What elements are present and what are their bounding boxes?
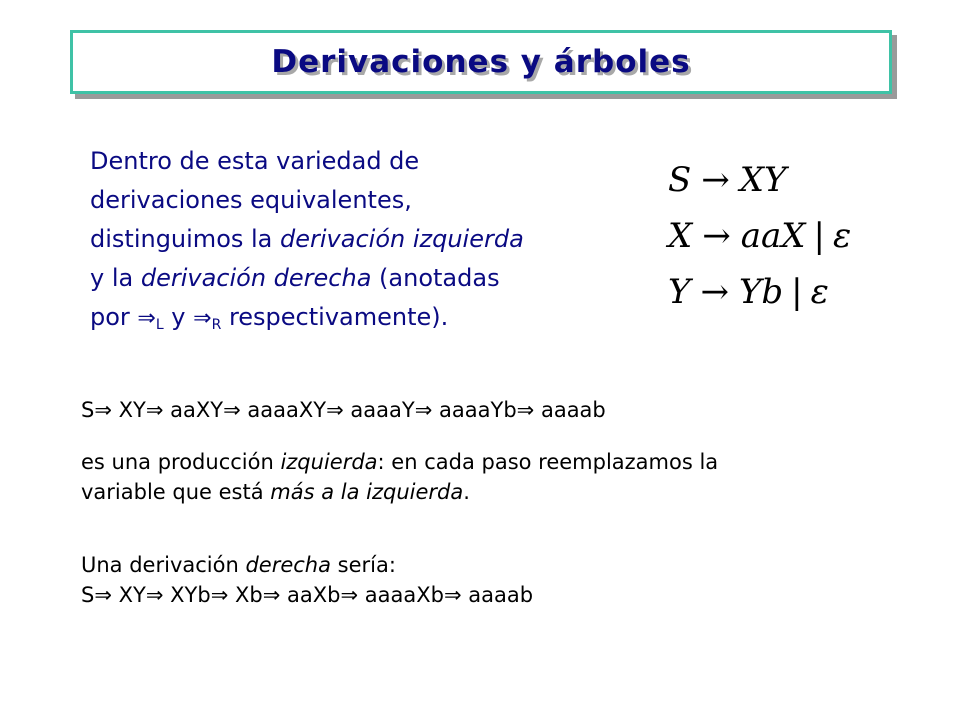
right-intro-text: Una derivación	[81, 553, 246, 577]
intro-line-2: derivaciones equivalentes,	[90, 186, 412, 214]
intro-text: (anotadas	[371, 264, 500, 292]
rule-rhs: aaX	[740, 216, 806, 256]
explanation-line-1	[81, 447, 911, 477]
arrow-icon: →	[700, 272, 729, 312]
explanation-line-2	[81, 477, 911, 507]
derivation-step: Xb	[235, 583, 263, 607]
arrow-icon: →	[702, 216, 731, 256]
explanation-text: .	[463, 480, 470, 504]
subscript-r: R	[211, 317, 222, 333]
slide-title: Derivaciones y árboles	[271, 44, 691, 80]
rule-lhs: Y	[668, 272, 691, 312]
explanation-text: : en cada paso reemplazamos la	[377, 450, 719, 474]
intro-line-1: Dentro de esta variedad de	[90, 147, 420, 175]
implies-symbol: ⇒	[193, 306, 212, 331]
right-intro-text: sería:	[330, 553, 396, 577]
right-derivation-section	[81, 550, 911, 610]
implies-icon: ⇒	[145, 583, 164, 607]
left-derivation-chain	[81, 395, 911, 425]
implies-icon: ⇒	[340, 583, 359, 607]
intro-paragraph	[90, 142, 630, 345]
explanation-text: es una producción	[81, 450, 281, 474]
implies-symbol: ⇒	[137, 306, 156, 331]
grammar-rule-x	[668, 208, 928, 264]
title-box	[70, 30, 892, 94]
rule-rhs: Yb	[738, 272, 784, 312]
derivation-step: aaaab	[468, 583, 534, 607]
derivation-step: XY	[118, 583, 146, 607]
explanation-em: izquierda	[280, 450, 378, 474]
explanation-text: variable que está	[81, 480, 271, 504]
implies-icon: ⇒	[443, 583, 462, 607]
rule-alt: ε	[810, 272, 829, 312]
grammar-rule-s	[668, 152, 928, 208]
intro-text: y la	[90, 264, 141, 292]
implies-icon: ⇒	[94, 398, 112, 422]
intro-text: por	[90, 303, 138, 331]
derivation-step: XY	[118, 398, 146, 422]
implies-icon: ⇒	[94, 583, 112, 607]
derivation-step: aaXb	[287, 583, 341, 607]
grammar-rules	[668, 152, 928, 320]
intro-line-4	[90, 259, 630, 298]
intro-line-3	[90, 220, 630, 259]
alternative-bar: |	[813, 216, 825, 256]
derivation-step: aaaaYb	[439, 398, 517, 422]
intro-text: distinguimos la	[90, 225, 281, 253]
derivation-step: aaaaXY	[247, 398, 327, 422]
right-derivation-term: derivación derecha	[140, 264, 372, 292]
arrow-icon: →	[701, 160, 730, 200]
right-intro-em: derecha	[245, 553, 331, 577]
alternative-bar: |	[791, 272, 803, 312]
derivation-step: aaaaXb	[364, 583, 444, 607]
implies-icon: ⇒	[262, 583, 281, 607]
grammar-rule-y	[668, 264, 928, 320]
rule-lhs: S	[668, 160, 692, 200]
implies-icon: ⇒	[210, 583, 229, 607]
intro-text: y	[163, 303, 194, 331]
implies-icon: ⇒	[145, 398, 164, 422]
derivation-step: aaXY	[170, 398, 224, 422]
rule-lhs: X	[668, 216, 693, 256]
implies-icon: ⇒	[223, 398, 241, 422]
intro-text: respectivamente).	[221, 303, 449, 331]
implies-icon: ⇒	[516, 398, 535, 422]
explanation-paragraph	[81, 447, 911, 507]
derivation-step: XYb	[170, 583, 211, 607]
rule-alt: ε	[832, 216, 852, 256]
right-derivation-intro	[81, 550, 911, 580]
implies-icon: ⇒	[414, 398, 433, 422]
rule-rhs: XY	[739, 160, 787, 200]
derivation-step: S	[81, 398, 95, 422]
right-derivation-chain	[81, 580, 911, 610]
implies-icon: ⇒	[326, 398, 344, 422]
derivation-step: aaaab	[540, 398, 606, 422]
derivation-step: S	[81, 583, 95, 607]
derivation-step: aaaaY	[350, 398, 415, 422]
explanation-em: más a la izquierda	[270, 480, 464, 504]
subscript-l: L	[155, 317, 164, 333]
left-derivation-term: derivación izquierda	[280, 225, 524, 253]
intro-line-5	[90, 298, 630, 345]
